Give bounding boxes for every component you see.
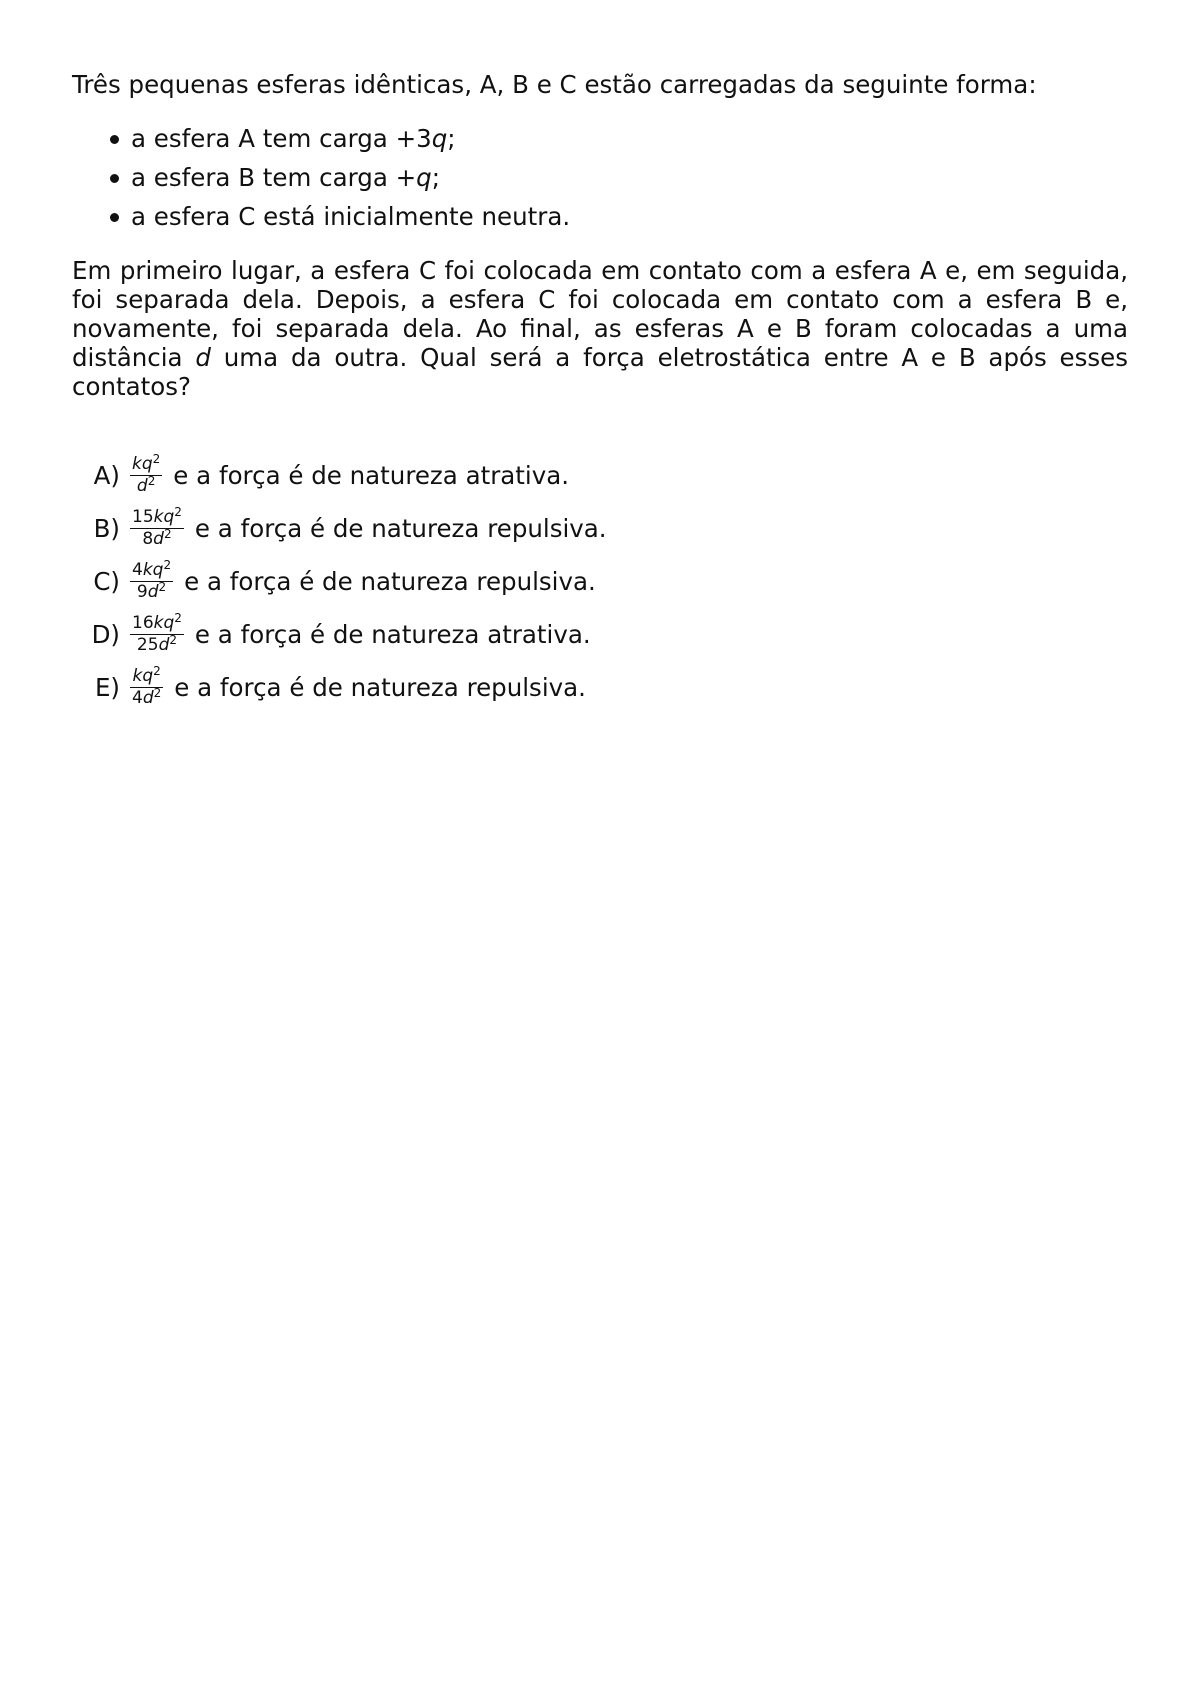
bullet-dot-icon (110, 213, 119, 222)
paragraph-text-end: uma da outra. Qual será a força eletrostática entre A e B após esses contatos? (72, 343, 1128, 401)
option-text: e a força é de natureza repulsiva. (184, 567, 596, 596)
option-text: e a força é de natureza atrativa. (173, 461, 570, 490)
list-item-text: a esfera C está inicialmente neutra. (131, 202, 571, 231)
denominator-variable: d (136, 476, 148, 496)
fraction-denominator (135, 635, 179, 655)
question-paragraph (72, 256, 1128, 401)
paragraph-text-start: Em primeiro lugar, a esfera C foi colocada em contato com a esfera A e, em seguida, foi separada dela. Depois, a esfera C foi colocada em contato com a esfera B e, novamente, foi separada dela. Ao final, as esferas A e B foram colocadas a uma distância (72, 256, 1128, 372)
fraction-denominator (130, 688, 163, 708)
denominator-variable: d (158, 635, 170, 655)
option-letter: D) (91, 620, 120, 649)
bullet-dot-icon (110, 174, 119, 183)
denominator-variable: d (153, 529, 164, 549)
answer-options (72, 449, 1128, 714)
denominator-variable: d (147, 582, 159, 602)
option-fraction (130, 558, 173, 602)
numerator-exponent: 2 (174, 505, 182, 519)
denominator-exponent: 2 (153, 686, 162, 700)
option-letter: B) (93, 514, 120, 543)
fraction-denominator (135, 476, 157, 496)
question-page (72, 70, 1128, 714)
list-item-text: a esfera A tem carga +3 (131, 124, 432, 153)
denominator-coefficient: 8 (142, 529, 154, 549)
option-text: e a força é de natureza atrativa. (194, 620, 591, 649)
fraction-numerator (130, 558, 173, 582)
numerator-variables: kq (132, 454, 153, 474)
list-item-suffix: ; (431, 163, 440, 192)
list-item-suffix: ; (447, 124, 456, 153)
paragraph-variable: d (195, 343, 211, 372)
denominator-coefficient: 9 (136, 582, 148, 602)
list-item-variable: q (431, 124, 448, 153)
numerator-coefficient: 16 (132, 613, 154, 633)
list-item-variable: q (416, 163, 432, 192)
denominator-exponent: 2 (158, 580, 167, 594)
fraction-numerator (130, 611, 184, 635)
option-text: e a força é de natureza repulsiva. (194, 514, 607, 543)
numerator-exponent: 2 (153, 664, 161, 678)
fraction-numerator (130, 452, 162, 476)
numerator-variables: kq (153, 613, 175, 633)
list-item (72, 119, 1128, 158)
fraction-denominator (140, 529, 173, 549)
question-intro: Três pequenas esferas idênticas, A, B e C estão carregadas da seguinte forma: (72, 70, 1037, 99)
bullet-dot-icon (110, 135, 119, 144)
numerator-exponent: 2 (174, 611, 182, 625)
numerator-variables: kq (132, 666, 154, 686)
numerator-variables: kq (142, 560, 164, 580)
option-letter: C) (93, 567, 120, 596)
denominator-exponent: 2 (163, 527, 172, 541)
denominator-exponent: 2 (169, 633, 177, 647)
option-fraction (130, 664, 163, 708)
numerator-exponent: 2 (163, 558, 172, 572)
numerator-exponent: 2 (152, 452, 161, 466)
numerator-variables: kq (153, 507, 175, 527)
fraction-numerator (130, 664, 162, 688)
option-e[interactable] (72, 661, 1128, 714)
option-b[interactable] (72, 502, 1128, 555)
numerator-coefficient: 4 (132, 560, 143, 580)
list-item-text: a esfera B tem carga + (131, 163, 417, 192)
option-c[interactable] (72, 555, 1128, 608)
option-a[interactable] (72, 449, 1128, 502)
denominator-variable: d (142, 688, 154, 708)
denominator-exponent: 2 (147, 474, 156, 488)
denominator-coefficient: 4 (132, 688, 143, 708)
option-d[interactable] (72, 608, 1128, 661)
list-item (72, 158, 1128, 197)
charge-list (72, 119, 1128, 236)
fraction-numerator (130, 505, 184, 529)
option-text: e a força é de natureza repulsiva. (174, 673, 586, 702)
denominator-coefficient: 25 (136, 635, 159, 655)
option-letter: E) (94, 673, 120, 702)
fraction-denominator (135, 582, 168, 602)
numerator-coefficient: 15 (132, 507, 154, 527)
list-item (72, 197, 1128, 236)
option-fraction (130, 505, 184, 549)
option-fraction (130, 452, 162, 496)
option-letter: A) (93, 461, 120, 490)
option-fraction (130, 611, 184, 655)
